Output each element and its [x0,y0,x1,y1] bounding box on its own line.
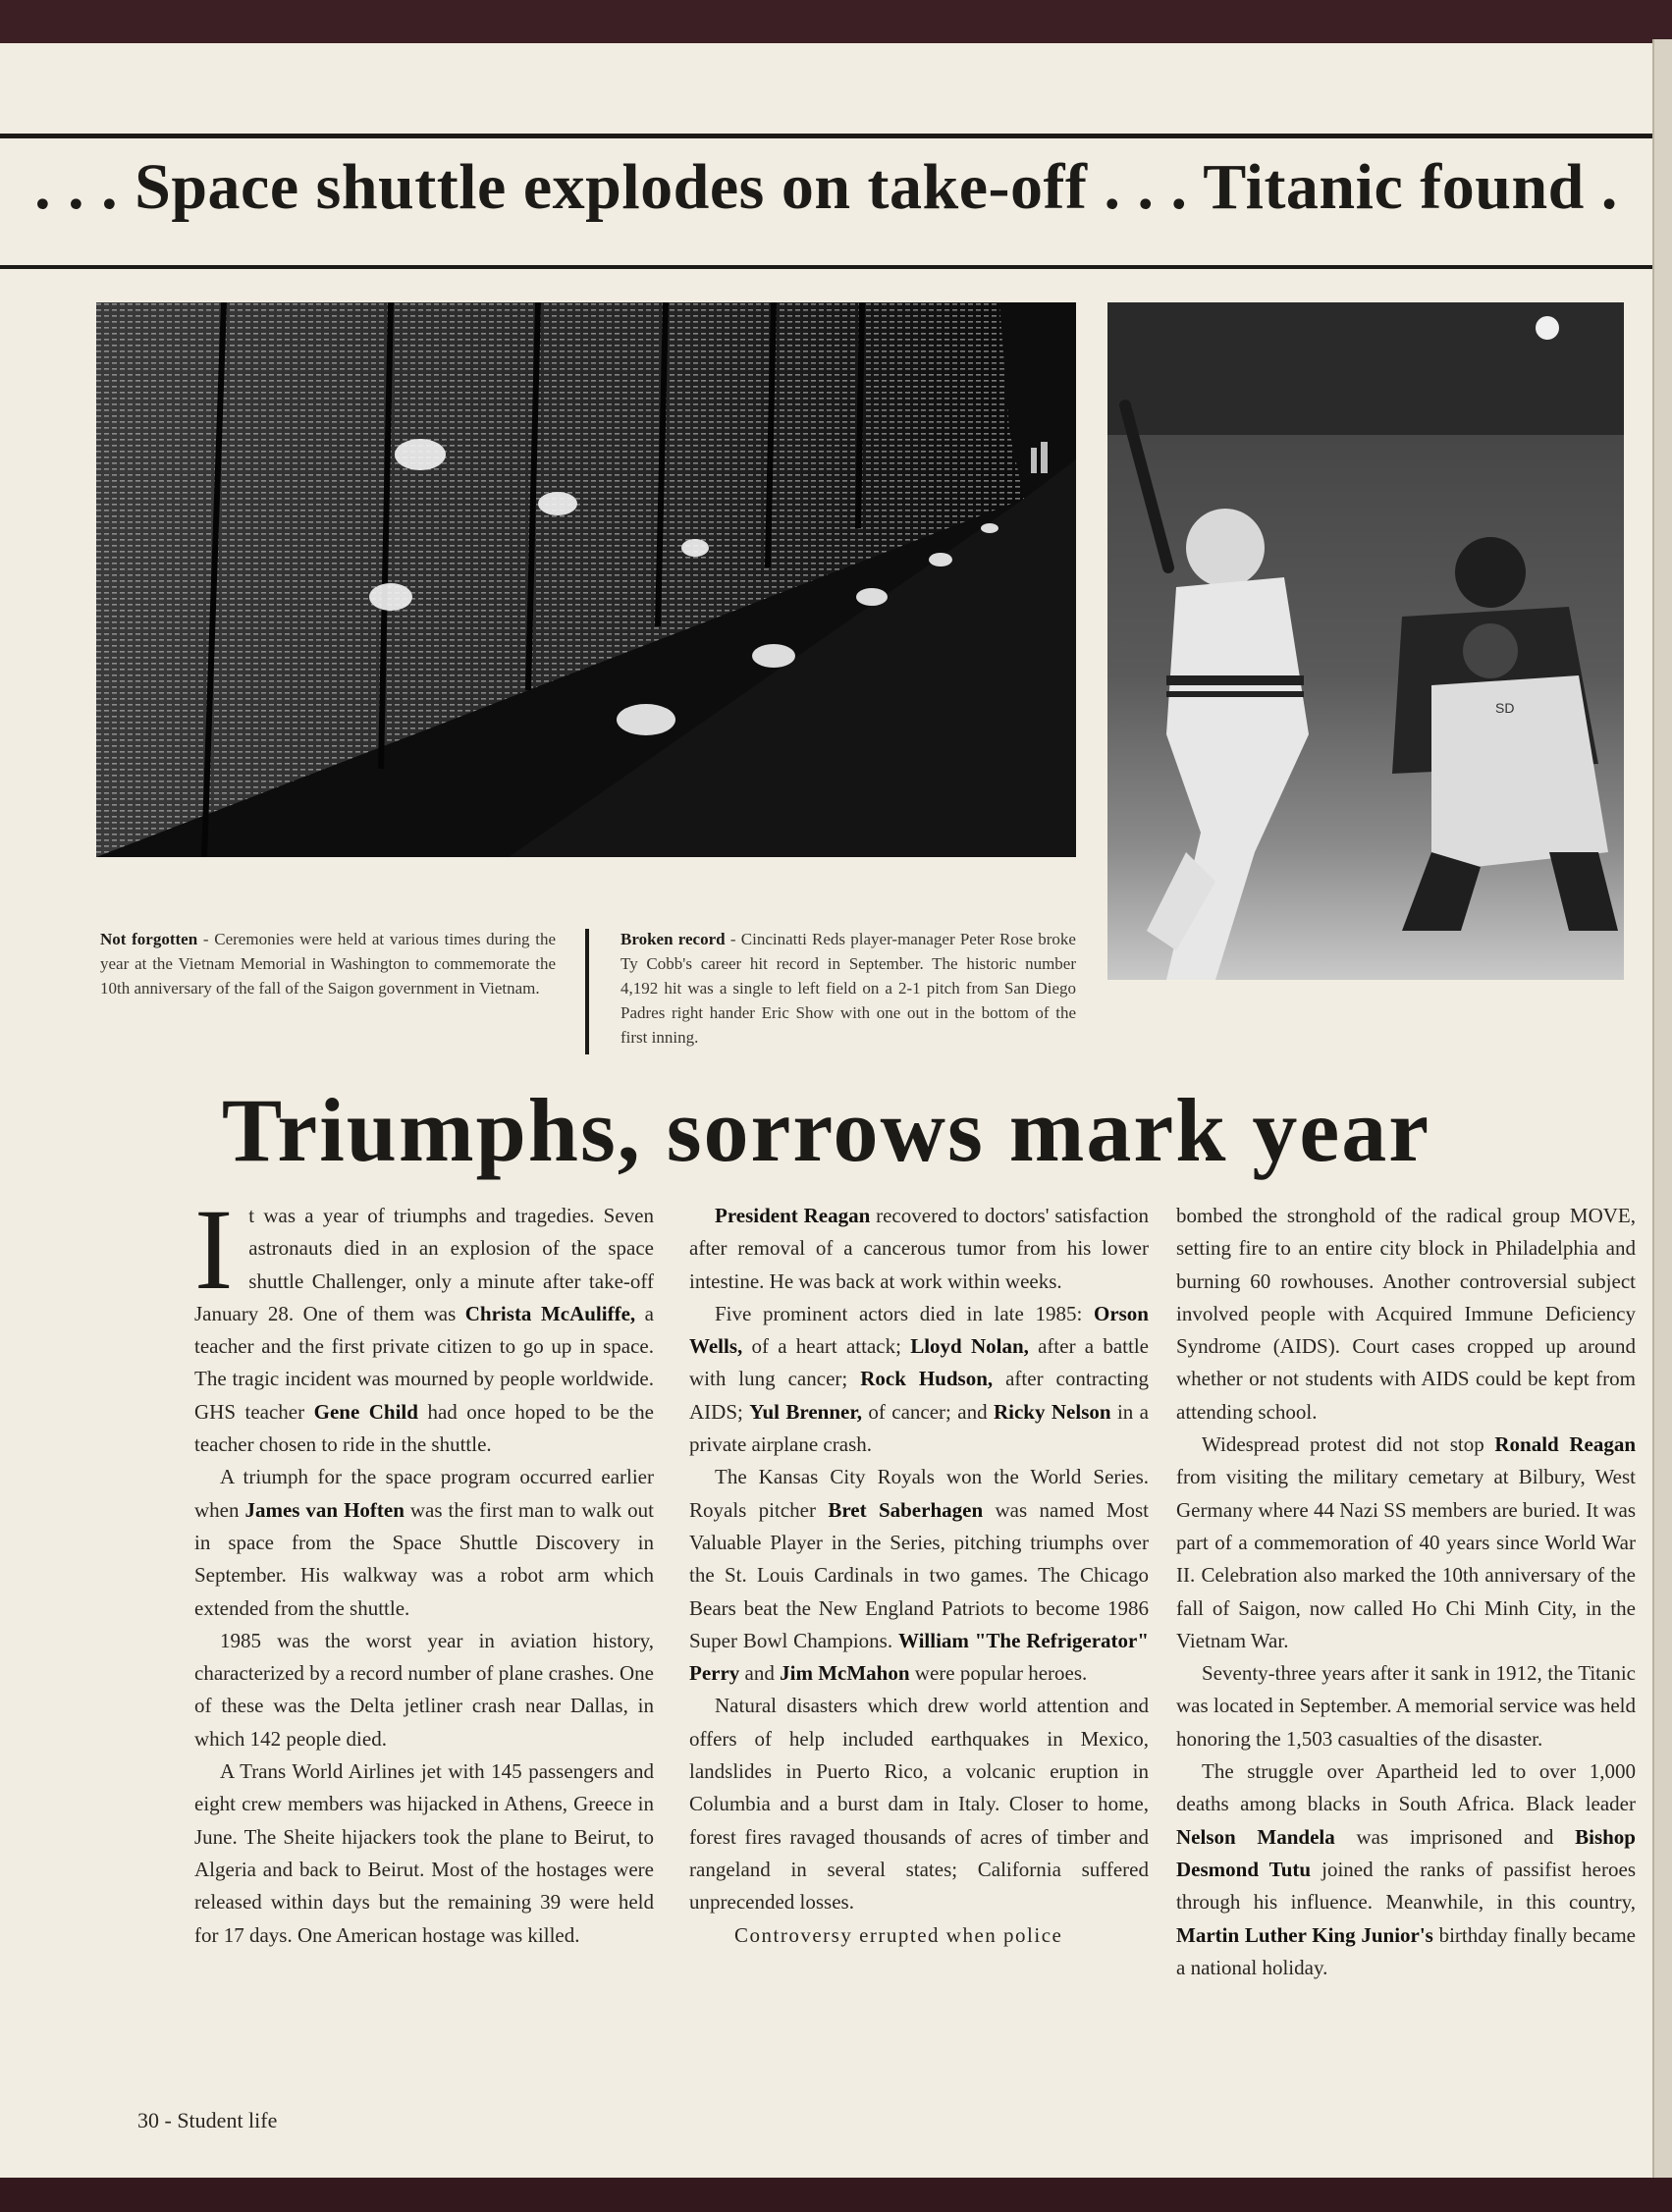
name-highlight: Nelson Mandela [1176,1824,1335,1849]
caption-broken-record [620,927,1076,1050]
name-highlight: Christa McAuliffe, [464,1301,636,1325]
name-highlight: Yul Brenner, [749,1399,862,1424]
paragraph: Natural disasters which drew world attention and offers of help included earthquakes in Mexico, landslides in Puerto Rico, a volcanic eruption in Columbia and a burst dam in Italy. Closer to home, forest fires ravaged thousands of acres of timber and rangeland in several states; California suffered unprecended losses. [689,1694,1149,1915]
name-highlight: Bishop Desmond Tutu [1176,1824,1636,1881]
banner-rule-bottom [0,265,1652,269]
paragraph: 1985 was the worst year in aviation history, characterized by a record number of plane crashes. One of these was the Delta jetliner crash near Dallas, in which 142 people died. [194,1628,654,1751]
caption-text: - Ceremonies were held at various times during the year at the Vietnam Memorial in Washington to commemorate the 10th anniversary of the fall of the Saigon government in Vietnam. [100,930,556,998]
text: Widespread protest did not stop [1202,1432,1495,1457]
banner-rule-top [0,134,1652,138]
article-column-1 [194,1185,654,1952]
paragraph: Seventy-three years after it sank in 1912, the Titanic was located in September. A memorial service was held honoring the 1,503 casualties of the disaster. [1176,1661,1636,1751]
text: after contracting AIDS; [689,1367,1150,1424]
text: A triumph for the space program occurred earlier when [194,1465,654,1522]
yearbook-page [0,43,1652,2178]
page-folio: 30 - Student life [137,2108,278,2132]
name-highlight: James van Hoften [244,1497,405,1522]
paragraph [1176,1755,1636,1984]
text: Five prominent actors died in late 1985: [715,1301,1094,1325]
name-highlight: William "The Refrigerator" Perry [689,1628,1150,1686]
caption-title: Not forgotten [100,930,198,948]
catcher-jersey-text: SD [1495,700,1515,716]
article-column-2 [689,1200,1149,1952]
paragraph: A Trans World Airlines jet with 145 passengers and eight crew members was hijacked in Athens, Greece in June. The Sheite hijackers took the plane to Beirut, to Algeria and back to Beirut. Most of the hostages were released within days but the remaining 39 were held for 17 days. One American hostage was killed. [194,1759,654,1947]
paragraph [689,1200,1149,1298]
name-highlight: Ronald Reagan [1494,1432,1636,1457]
text: a teacher and the first private citizen to go up in space. The tragic incident was mourned by people worldwide. GHS teacher [194,1301,654,1424]
caption-divider [585,929,589,1054]
text: The Kansas City Royals won the World Series. Royals pitcher [689,1465,1149,1522]
caption-text: - Cincinatti Reds player-manager Peter Rose broke Ty Cobb's career hit record in September. The historic number 4,192 hit was a single to left field on a 2-1 pitch from San Diego Padres right hander Eric Show with one out in the bottom of the first inning. [620,930,1076,1047]
text: was the first man to walk out in space from the Space Shuttle Discovery in September. His walkway was a robot arm which extended from the shuttle. [194,1497,654,1620]
text: and [739,1661,781,1686]
name-highlight: Orson Wells, [689,1301,1149,1359]
name-highlight: Bret Saberhagen [828,1497,984,1522]
pete-rose-batting-photo [1107,302,1624,980]
text: was imprisoned and [1334,1824,1576,1849]
text: of cancer; and [861,1399,994,1424]
book-edge-right [1652,39,1672,2180]
caption-title: Broken record [620,930,726,948]
baseball-scene-illustration [1107,302,1624,980]
vietnam-memorial-photo [96,302,1076,857]
memorial-wall-illustration [96,302,1076,857]
text: birthday finally became a national holiday. [1176,1922,1636,1979]
name-highlight: Martin Luther King Junior's [1176,1922,1433,1947]
paragraph [689,1298,1149,1461]
text: in a private airplane crash. [689,1399,1150,1457]
paragraph: bombed the stronghold of the radical group MOVE, setting fire to an entire city block in Philadelphia and burning 60 rowhouses. Another controversial subject involved people with Acquired Immune Deficiency Syndrome (AIDS). Court cases cropped up around whether or not students with AIDS could be kept from attending school. [1176,1204,1636,1424]
paragraph [194,1461,654,1624]
text: The struggle over Apartheid led to over 1,000 deaths among blacks in South Africa. Black leader [1176,1759,1636,1816]
book-edge-top [0,0,1672,43]
paragraph [1176,1429,1636,1657]
text: recovered to doctors' satisfaction after removal of a cancerous tumor from his lower intestine. He was back at work within weeks. [689,1204,1149,1293]
text: joined the ranks of passifist heroes through his influence. Meanwhile, in this country, [1176,1857,1636,1915]
name-highlight: Gene Child [313,1399,418,1424]
drop-cap: I [194,1185,234,1314]
text: were popular heroes. [909,1661,1088,1686]
banner-headline: . . . Space shuttle explodes on take-off . . . Titanic found . [34,151,1618,223]
text: of a heart attack; [742,1334,911,1359]
book-edge-bottom [0,2178,1672,2212]
text: was named Most Valuable Player in the Series, pitching triumphs over the St. Louis Cardinals in two games. The Chicago Bears beat the New England Patriots to become 1986 Super Bowl Champions. [689,1497,1149,1652]
name-highlight: Lloyd Nolan, [910,1334,1029,1359]
caption-not-forgotten [100,927,556,1000]
name-highlight: Rock Hudson, [860,1367,994,1391]
paragraph: Controversy errupted when police [734,1922,1063,1947]
name-highlight: Ricky Nelson [993,1399,1111,1424]
name-highlight: President Reagan [715,1204,871,1227]
text: after a battle with lung cancer; [689,1334,1150,1391]
name-highlight: Jim McMahon [780,1661,910,1686]
paragraph [689,1461,1149,1690]
text: from visiting the military cemetary at Bilbury, West Germany where 44 Nazi SS members are buried. It was part of a commemoration of 40 years since World War II. Celebration also marked the 10th anniversary of the fall of Saigon, now called Ho Chi Minh City, in the Vietnam War. [1176,1465,1636,1652]
article-title: Triumphs, sorrows mark year [221,1080,1431,1180]
text: t was a year of triumphs and tragedies. Seven astronauts died in an explosion of the space shuttle Challenger, only a minute after take-off January 28. One of them was [194,1204,654,1325]
text: had once hoped to be the teacher chosen to ride in the shuttle. [194,1399,654,1457]
paragraph [194,1185,654,1461]
article-column-3 [1176,1200,1636,1984]
